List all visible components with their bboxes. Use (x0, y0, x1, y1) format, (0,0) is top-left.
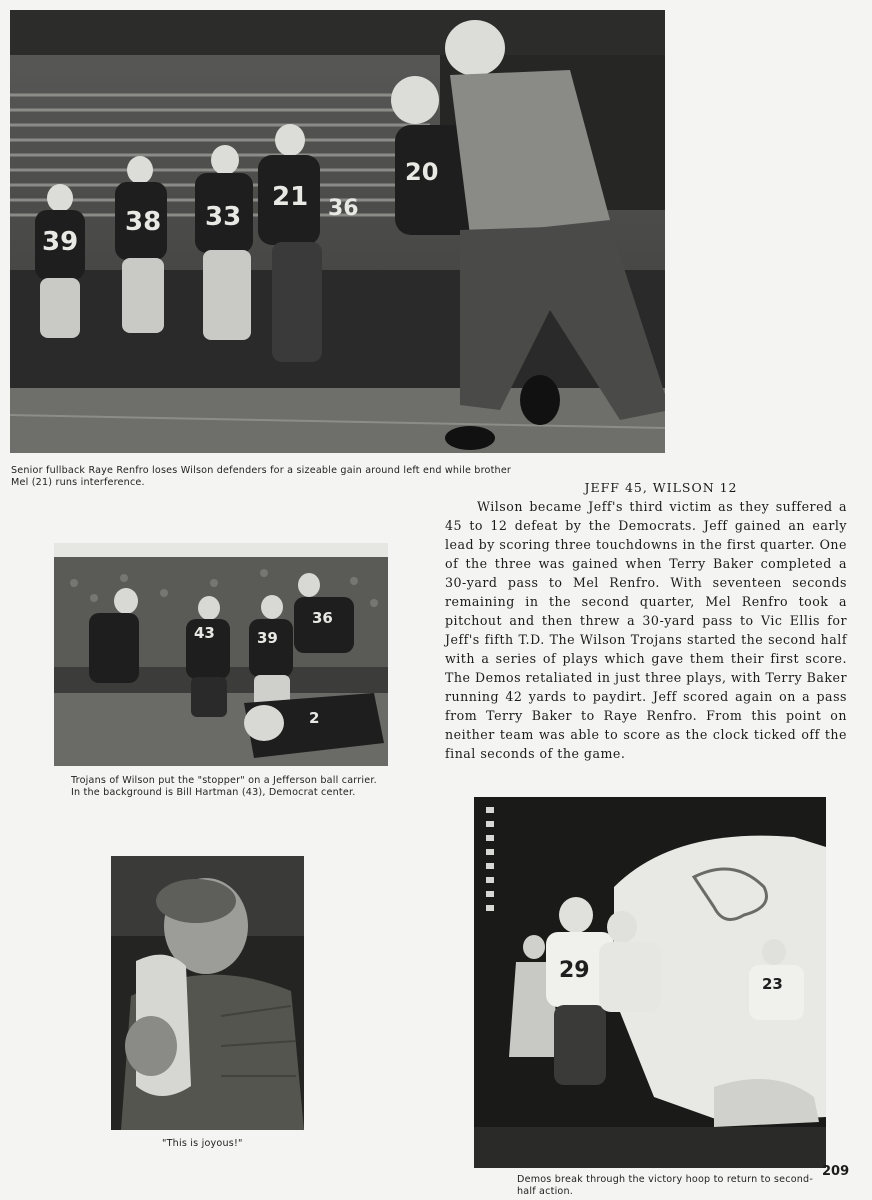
svg-text:20: 20 (405, 158, 439, 186)
caption-right-photo: Demos break through the victory hoop to return to second-half action. (517, 1174, 814, 1197)
svg-text:33: 33 (205, 202, 242, 232)
svg-text:2: 2 (309, 709, 320, 727)
caption-top-photo: Senior fullback Raye Renfro loses Wilson defenders for a sizeable gain around left end while brother Mel (21) runs interference. (11, 465, 512, 488)
caption-left-photo: "This is joyous!" (162, 1138, 243, 1149)
article-headline: JEFF 45, WILSON 12 (584, 480, 738, 495)
photo-raye-renfro-run (10, 10, 665, 453)
svg-text:38: 38 (125, 207, 162, 237)
svg-text:29: 29 (559, 958, 590, 983)
photo-trojans-tackle (54, 543, 388, 766)
svg-text:43: 43 (194, 624, 215, 642)
game-recap-article (445, 480, 847, 763)
photo-muddy-player (111, 856, 304, 1130)
article-body: Wilson became Jeff's third victim as they suffered a 45 to 12 defeat by the Democrats. Jeff gained an early lead by scoring three touchdowns in the first quarter. One of the three was gained when Terry Baker completed a 30-yard pass to Mel Renfro. With seventeen seconds remaining in the second quarter, Mel Renfro took a pitchout and then threw a 30-yard pass to Vic Ellis for Jeff's fifth T.D. The Wilson Trojans started the second half with a series of plays which gave them their first score. The Demos retaliated in just three plays, with Terry Baker running 42 yards to paydirt. Jeff scored again on a pass from Terry Baker to Raye Renfro. From this point on neither team was able to score as the clock ticked off the final seconds of the game. (445, 499, 847, 761)
photo-victory-hoop (474, 797, 826, 1168)
svg-text:23: 23 (762, 975, 783, 993)
svg-text:36: 36 (328, 196, 359, 221)
caption-middle-photo: Trojans of Wilson put the "stopper" on a Jefferson ball carrier. In the background is Bill Hartman (43), Democrat center. (71, 775, 377, 798)
page-number: 209 (822, 1164, 850, 1179)
svg-text:21: 21 (272, 182, 309, 212)
svg-text:36: 36 (312, 609, 333, 627)
svg-text:39: 39 (257, 629, 278, 647)
svg-text:39: 39 (42, 227, 79, 257)
